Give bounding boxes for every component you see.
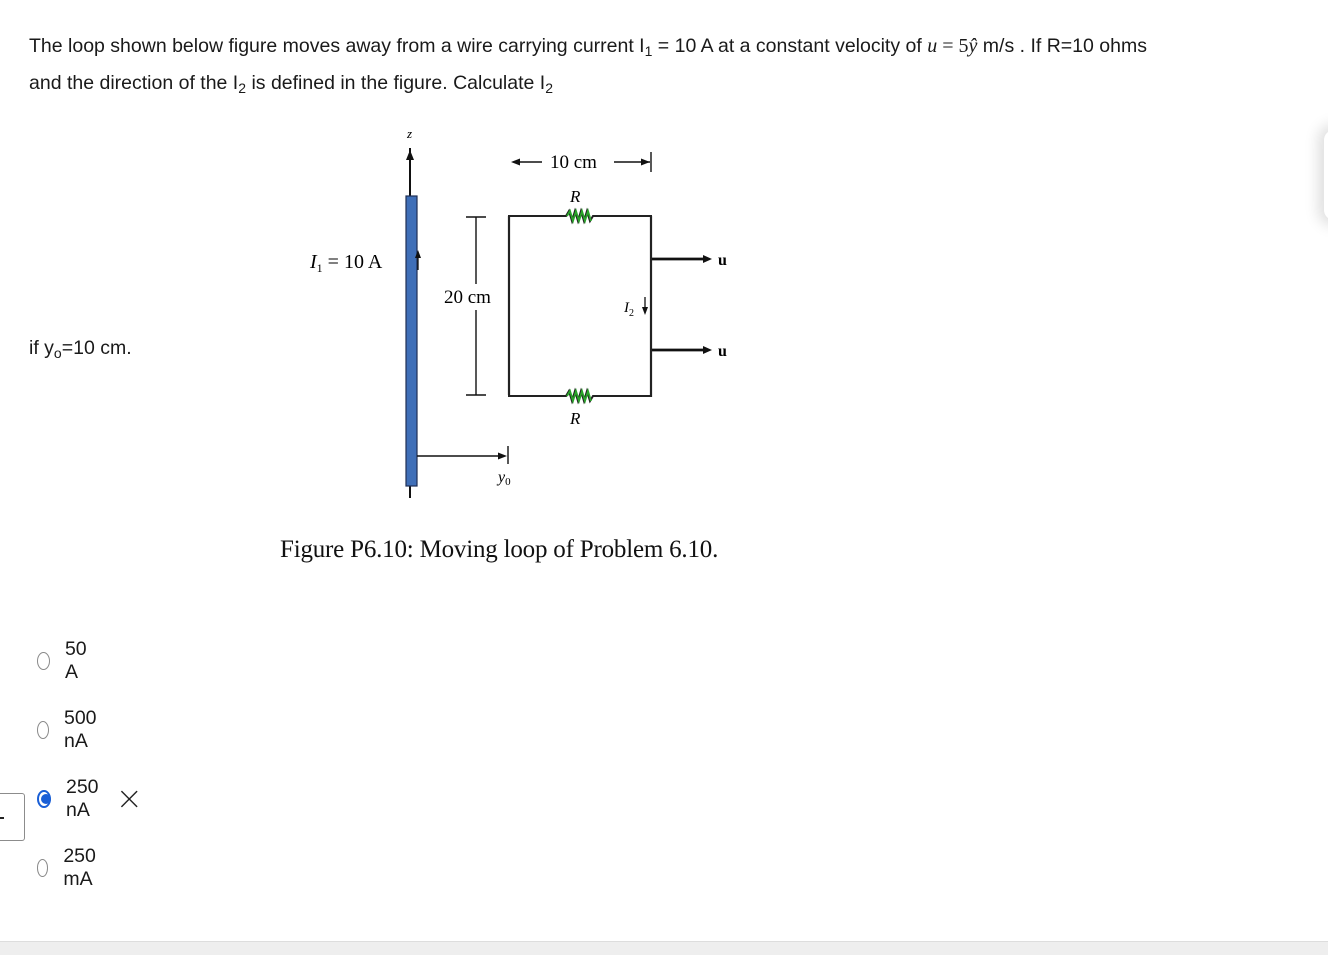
subscript: 2: [545, 80, 554, 96]
velocity-arrow-bottom-head: [703, 346, 712, 354]
loop-diagram: [270, 120, 790, 580]
resistor-bottom-label: R: [570, 409, 581, 428]
subscript: 1: [644, 43, 653, 59]
bottom-scrollbar-track[interactable]: [0, 941, 1328, 955]
option-250ma[interactable]: [37, 845, 103, 891]
option-250na[interactable]: [37, 776, 139, 822]
right-edge-panel-handle[interactable]: [1324, 130, 1328, 220]
question-part: and the direction of the I: [29, 72, 239, 94]
condition-part: =10 cm.: [61, 337, 132, 359]
question-part: m/s . If R=10 ohms: [977, 35, 1147, 57]
dim-width-arrow-right: [641, 159, 650, 166]
dim-height-label: 20 cm: [444, 287, 491, 308]
incorrect-x-icon: [120, 786, 139, 812]
z-axis-arrowhead: [406, 150, 414, 160]
velocity-equation: = 5: [937, 35, 969, 57]
condition-text: [29, 337, 132, 360]
subscript: 2: [238, 80, 247, 96]
dim-width-label: 10 cm: [550, 152, 597, 173]
radio-button[interactable]: [37, 721, 49, 739]
i2-label: $I_2$: [624, 300, 634, 319]
subscript: o: [53, 345, 62, 361]
question-text: [29, 28, 1319, 102]
radio-button-selected[interactable]: [37, 790, 51, 808]
dim-width-arrow-left: [511, 159, 520, 166]
question-line-1: [29, 28, 1319, 65]
option-500na[interactable]: [37, 707, 103, 753]
z-axis-label: z: [407, 126, 413, 141]
velocity-symbol: u: [927, 35, 938, 57]
question-part: is defined in the figure. Calculate I: [246, 72, 546, 94]
question-part: = 10 A at a constant velocity of: [652, 35, 928, 57]
velocity-bottom-label: u: [718, 343, 727, 360]
velocity-top-label: u: [718, 252, 727, 269]
unit-vector-y: ŷ: [968, 35, 978, 57]
option-50a[interactable]: [37, 638, 92, 684]
option-label: 500 nA: [63, 707, 97, 752]
i1-label: $I_1 = 10$ A: [310, 251, 383, 275]
side-collapse-tab[interactable]: [0, 793, 25, 841]
y0-dimension-arrow: [498, 453, 507, 460]
moving-loop-figure: [270, 120, 790, 580]
radio-button[interactable]: [37, 859, 48, 877]
question-line-2: [29, 65, 1319, 102]
y0-label: y0: [498, 469, 511, 488]
condition-part: if y: [29, 337, 54, 359]
i2-direction-arrow: [642, 307, 648, 315]
figure-caption: Figure P6.10: Moving loop of Problem 6.10.: [280, 536, 719, 563]
radio-button[interactable]: [37, 652, 50, 670]
current-wire: [406, 196, 417, 486]
option-label: 250 nA: [65, 776, 99, 821]
velocity-arrow-top-head: [703, 255, 712, 263]
question-part: The loop shown below figure moves away from a wire carrying current I: [29, 35, 645, 57]
option-label: 250 mA: [63, 845, 96, 890]
option-label: 50 A: [64, 638, 87, 683]
resistor-top-label: R: [570, 187, 581, 206]
